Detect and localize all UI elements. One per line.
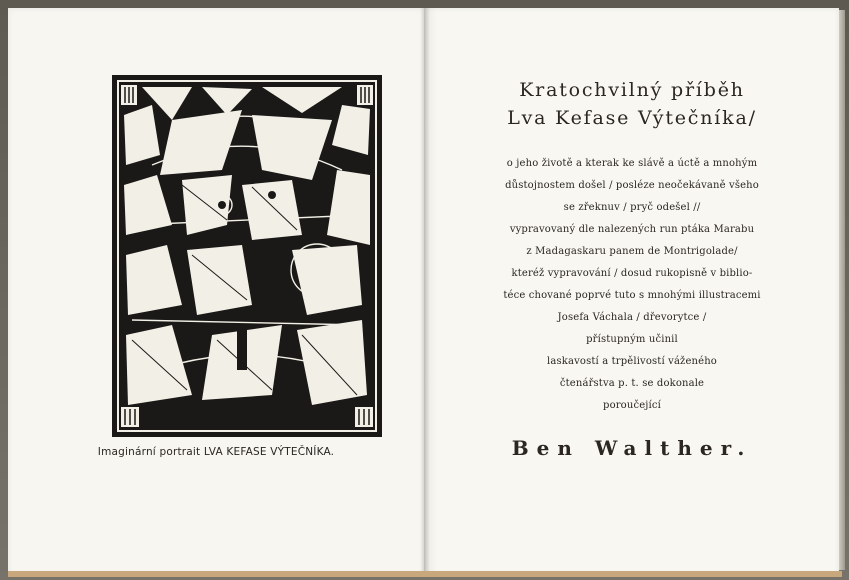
body-line: Josefa Váchala / dřevorytce / [557, 312, 707, 323]
body-line: o jeho životě a kterak ke slávě a úctě a mnohým [506, 158, 758, 169]
illustration-caption: Imaginární portrait LVA KEFASE VÝTEČNÍKA. [97, 446, 335, 458]
body-line: z Madagaskaru panem de Montrigolade/ [526, 246, 738, 257]
body-line: přístupným učinil [586, 334, 678, 345]
body-line: téce chované poprvé tuto s mnohými illustracemi [503, 290, 761, 301]
body-line: laskavostí a trpělivostí váženého [547, 356, 717, 367]
body-line: vypravovaný dle nalezených run ptáka Marabu [509, 224, 755, 235]
body-line: kteréž vypravování / dosud rukopisně v biblio- [511, 268, 753, 279]
page-bottom-edge [8, 571, 842, 577]
body-line: poroučející [603, 400, 661, 411]
body-line: důstojnostem došel / posléze neočekávaně všeho [505, 180, 759, 191]
title-line-1: Kratochvilný příběh [519, 79, 745, 101]
body-line: se zřeknuv / pryč odešel // [563, 202, 701, 213]
body-line: čtenářstva p. t. se dokonale [559, 378, 705, 389]
title-line-2: Lva Kefase Výtečníka/ [507, 107, 757, 129]
author-name: Ben Walther. [511, 436, 753, 460]
woodcut-portrait-illustration [112, 75, 382, 437]
